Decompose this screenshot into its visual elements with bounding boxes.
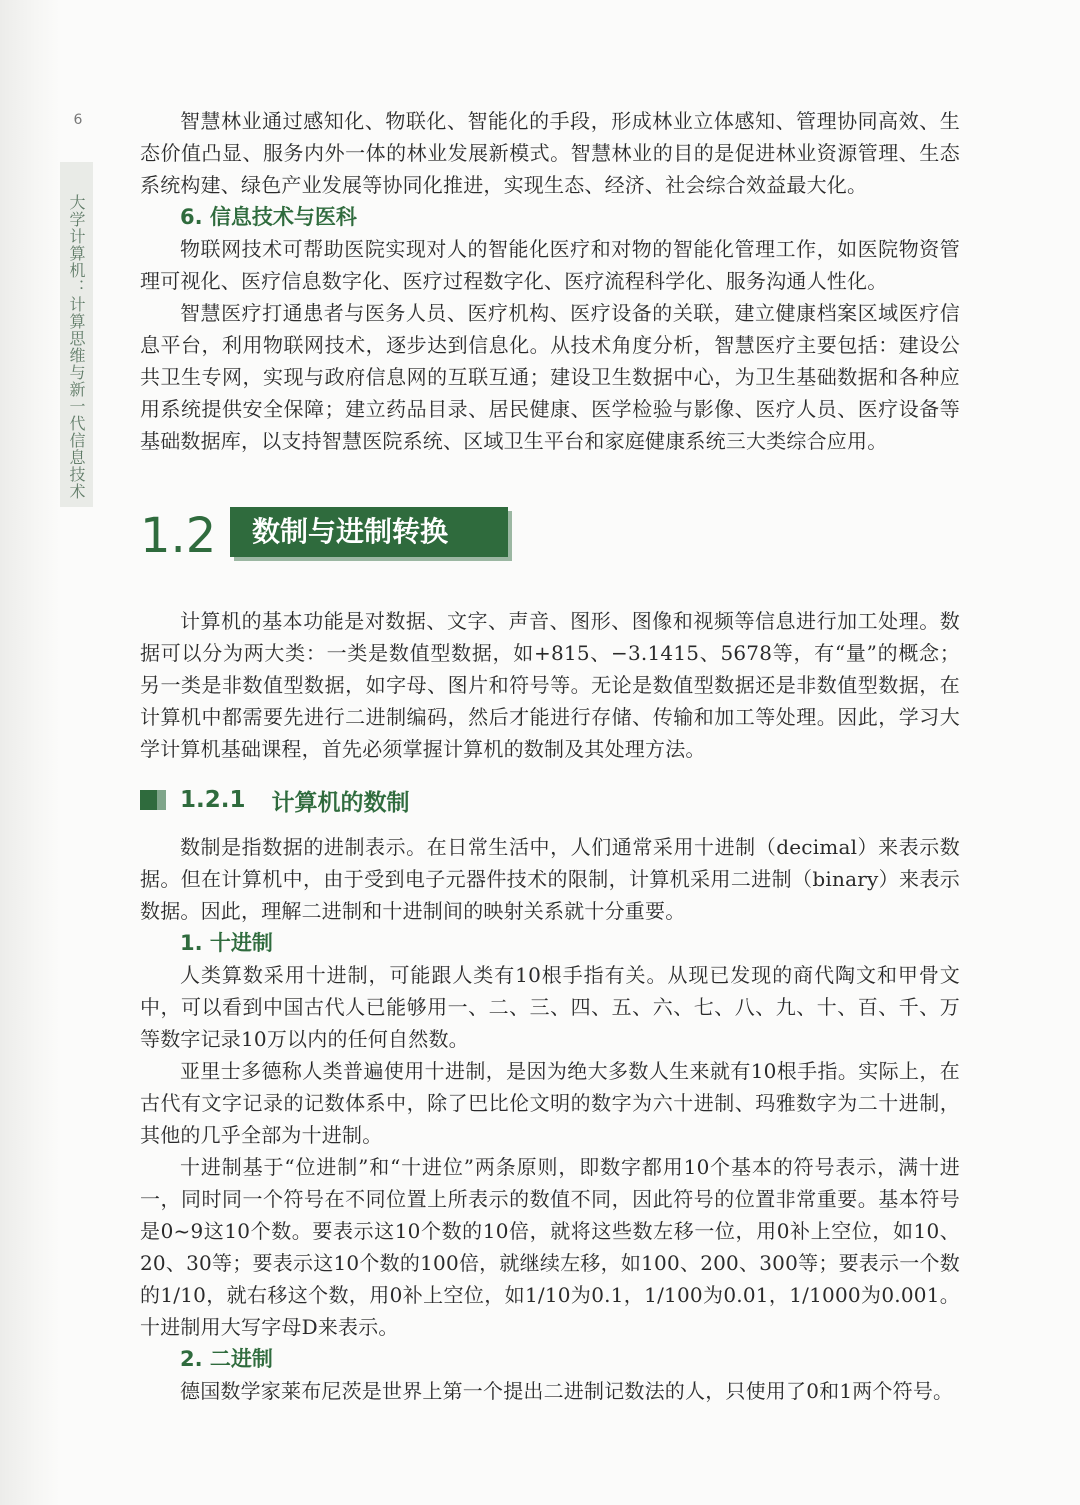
paragraph-number-system: 数制是指数据的进制表示。在日常生活中，人们通常采用十进制（decimal）来表示数据。但在计算机中，由于受到电子元器件技术的限制，计算机采用二进制（binary）来表示数据。因此，理解二进制和十进制间的映射关系就十分重要。 — [140, 835, 960, 923]
subhead-it-medicine: 6. 信息技术与医科 — [180, 205, 357, 229]
paragraph-decimal-origin: 人类算数采用十进制，可能跟人类有10根手指有关。从现已发现的商代陶文和甲骨文中，可以看到中国古代人已能够用一、二、三、四、五、六、七、八、九、十、百、千、万等数字记录10万以内的任何自然数。 — [140, 963, 960, 1051]
paragraph-decimal-rules: 十进制基于“位进制”和“十进位”两条原则，即数字都用10个基本的符号表示，满十进一，同时同一个符号在不同位置上所表示的数值不同，因此符号的位置非常重要。基本符号是0~9这10个数。要表示这10个数的10倍，就将这些数左移一位，用0补上空位，如10、20、30等；要表示这10个数的100倍，就继续左移，如100、200、300等；要表示一个数的1/10，就右移这个数，用0补上空位，如1/10为0.1，1/100为0.01，1/1000为0.001。十进制用大写字母D来表示。 — [140, 1155, 960, 1339]
subhead-binary: 2. 二进制 — [180, 1347, 273, 1371]
section-heading — [140, 505, 960, 567]
paragraph-smart-medical: 智慧医疗打通患者与医务人员、医疗机构、医疗设备的关联，建立健康档案区域医疗信息平台，利用物联网技术，逐步达到信息化。从技术角度分析，智慧医疗主要包括：建设公共卫生专网，实现与政府信息网的互联互通；建设卫生数据中心，为卫生基础数据和各种应用系统提供安全保障；建立药品目录、居民健康、医学检验与影像、医疗人员、医疗设备等基础数据库，以支持智慧医院系统、区域卫生平台和家庭健康系统三大类综合应用。 — [140, 301, 960, 453]
square-bullet-icon — [140, 790, 166, 810]
page-edge-shadow — [0, 0, 60, 1505]
chapter-side-tab — [60, 162, 93, 507]
section-title: 数制与进制转换 — [230, 507, 508, 557]
paragraph-iot-hospital: 物联网技术可帮助医院实现对人的智能化医疗和对物的智能化管理工作，如医院物资管理可视化、医疗信息数字化、医疗过程数字化、医疗流程科学化、服务沟通人性化。 — [140, 237, 960, 293]
side-tab-label: 大学计算机：计算思维与新一代信息技术 — [67, 194, 86, 500]
paragraph-forestry: 智慧林业通过感知化、物联化、智能化的手段，形成林业立体感知、管理协同高效、生态价值凸显、服务内外一体的林业发展新模式。智慧林业的目的是促进林业资源管理、生态系统构建、绿色产业发展等协同化推进，实现生态、经济、社会综合效益最大化。 — [140, 109, 960, 197]
section-number: 1.2 — [140, 508, 217, 564]
paragraph-section-intro: 计算机的基本功能是对数据、文字、声音、图形、图像和视频等信息进行加工处理。数据可以分为两大类：一类是数值型数据，如+815、−3.1415、5678等，有“量”的概念；另一类是非数值型数据，如字母、图片和符号等。无论是数值型数据还是非数值型数据，在计算机中都需要先进行二进制编码，然后才能进行存储、传输和加工等处理。因此，学习大学计算机基础课程，首先必须掌握计算机的数制及其处理方法。 — [140, 609, 960, 761]
page-number: 6 — [73, 112, 83, 128]
paragraph-aristotle: 亚里士多德称人类普遍使用十进制，是因为绝大多数人生来就有10根手指。实际上，在古代有文字记录的记数体系中，除了巴比伦文明的数字为六十进制、玛雅数字为二十进制，其他的几乎全部为十进制。 — [140, 1059, 960, 1147]
page-content — [140, 105, 960, 1407]
subsection-title: 计算机的数制 — [271, 789, 410, 816]
subhead-decimal: 1. 十进制 — [180, 931, 273, 955]
paragraph-leibniz: 德国数学家莱布尼茨是世界上第一个提出二进制记数法的人，只使用了0和1两个符号。 — [180, 1379, 954, 1403]
subsection-heading — [140, 783, 960, 817]
subsection-number: 1.2.1 — [180, 787, 246, 813]
